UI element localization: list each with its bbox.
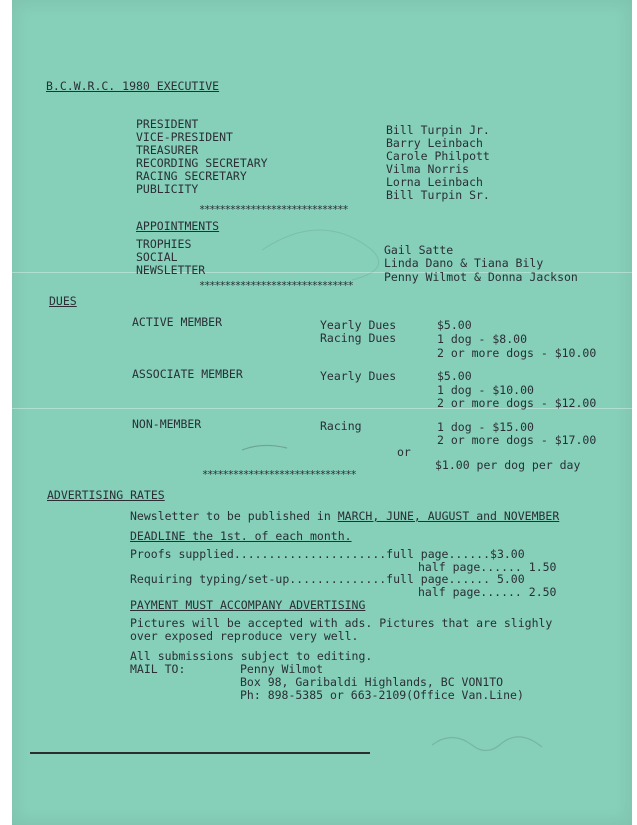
or-label: or bbox=[397, 445, 411, 459]
appointment-name: Penny Wilmot & Donna Jackson bbox=[384, 270, 578, 284]
separator-stars: ****************************** bbox=[202, 469, 356, 481]
dues-amount: 1 dog - $15.00 bbox=[437, 420, 534, 434]
dues-amount: 2 or more dogs - $10.00 bbox=[437, 346, 597, 360]
exec-role: VICE-PRESIDENT bbox=[136, 130, 233, 144]
appointment-role: NEWSLETTER bbox=[136, 263, 206, 277]
dues-type: Yearly Dues bbox=[320, 369, 397, 383]
rate-typing-full: Requiring typing/set-up..............full page...... 5.00 bbox=[130, 572, 525, 586]
publication-months: MARCH, JUNE, AUGUST and NOVEMBER bbox=[337, 509, 560, 523]
dues-type: Racing bbox=[320, 419, 362, 433]
signature-line bbox=[30, 752, 370, 754]
pictures-line: Pictures will be accepted with ads. Pictures that are slighly bbox=[130, 616, 553, 630]
mail-name: Penny Wilmot bbox=[240, 662, 324, 676]
exec-role: RACING SECRETARY bbox=[136, 169, 247, 183]
rate-typing-half: half page...... 2.50 bbox=[418, 585, 557, 599]
dues-amount: 2 or more dogs - $12.00 bbox=[437, 396, 597, 410]
exec-role: TREASURER bbox=[136, 143, 199, 157]
dues-amount: $5.00 bbox=[437, 318, 472, 332]
advertising-heading: ADVERTISING RATES bbox=[47, 488, 165, 502]
editing-line: All submissions subject to editing. bbox=[130, 649, 373, 663]
dues-category: NON-MEMBER bbox=[132, 417, 202, 431]
publication-prefix: Newsletter to be published in bbox=[130, 509, 338, 523]
smudge-mark bbox=[432, 737, 542, 751]
dues-amount: $5.00 bbox=[437, 369, 472, 383]
dues-amount: 2 or more dogs - $17.00 bbox=[437, 433, 597, 447]
document-page bbox=[12, 0, 632, 825]
rate-proofs-full: Proofs supplied......................full page......$3.00 bbox=[130, 547, 525, 561]
exec-role: PRESIDENT bbox=[136, 117, 199, 131]
rate-proofs-half: half page...... 1.50 bbox=[418, 560, 557, 574]
dues-type: Racing Dues bbox=[320, 331, 397, 345]
appointment-role: TROPHIES bbox=[136, 237, 192, 251]
mail-to-label: MAIL TO: bbox=[130, 662, 186, 676]
dues-type: Yearly Dues bbox=[320, 318, 397, 332]
appointment-name: Linda Dano & Tiana Bily bbox=[384, 256, 544, 270]
exec-name: Barry Leinbach bbox=[386, 136, 483, 150]
exec-role: RECORDING SECRETARY bbox=[136, 156, 268, 170]
deadline-line: DEADLINE the 1st. of each month. bbox=[130, 529, 352, 543]
mail-phone: Ph: 898-5385 or 663-2109(Office Van.Line) bbox=[240, 688, 524, 702]
appointment-name: Gail Satte bbox=[384, 243, 454, 257]
dues-category: ACTIVE MEMBER bbox=[132, 315, 223, 329]
separator-stars: ***************************** bbox=[199, 204, 348, 216]
appointment-role: SOCIAL bbox=[136, 250, 178, 264]
smudge-mark bbox=[262, 230, 379, 280]
faint-marks bbox=[12, 0, 632, 825]
exec-name: Bill Turpin Jr. bbox=[386, 123, 490, 137]
dues-amount: $1.00 per dog per day bbox=[435, 458, 581, 472]
dues-category: ASSOCIATE MEMBER bbox=[132, 367, 243, 381]
page-title: B.C.W.R.C. 1980 EXECUTIVE bbox=[46, 79, 220, 93]
exec-name: Lorna Leinbach bbox=[386, 175, 483, 189]
appointments-heading: APPOINTMENTS bbox=[136, 219, 220, 233]
exec-role: PUBLICITY bbox=[136, 182, 199, 196]
exec-name: Carole Philpott bbox=[386, 149, 490, 163]
separator-stars: ****************************** bbox=[199, 280, 353, 292]
dues-heading: DUES bbox=[49, 294, 77, 308]
exec-name: Bill Turpin Sr. bbox=[386, 188, 490, 202]
pictures-line: over exposed reproduce very well. bbox=[130, 629, 359, 643]
mail-address: Box 98, Garibaldi Highlands, BC VON1TO bbox=[240, 675, 504, 689]
payment-notice: PAYMENT MUST ACCOMPANY ADVERTISING bbox=[130, 598, 366, 612]
smudge-mark bbox=[242, 445, 287, 450]
dues-amount: 1 dog - $8.00 bbox=[437, 332, 528, 346]
exec-name: Vilma Norris bbox=[386, 162, 470, 176]
dues-amount: 1 dog - $10.00 bbox=[437, 383, 534, 397]
